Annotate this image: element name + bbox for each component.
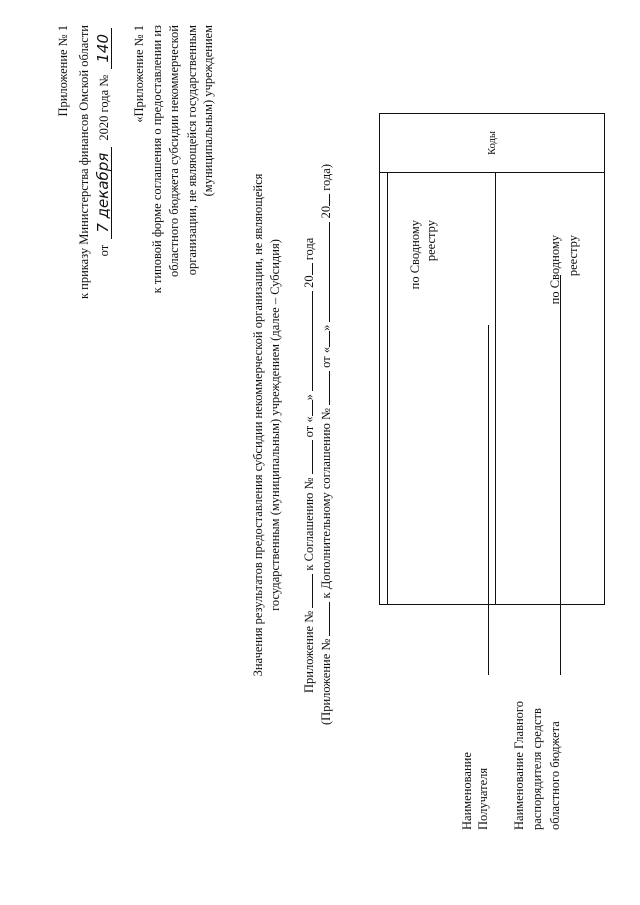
manager-registry-code-cell	[496, 172, 605, 604]
manager-label-line-1: Наименование Главного	[512, 701, 526, 830]
agreement-number-label: к Соглашению №	[302, 477, 316, 571]
blank-field	[301, 574, 313, 608]
header-date-line	[96, 25, 112, 455]
handwritten-date: 7 декабря	[96, 147, 112, 239]
blank-field	[318, 194, 330, 206]
supplementary-agreement-label: к Дополнительному соглашению №	[319, 408, 333, 599]
codes-header: Коды	[380, 114, 605, 173]
date-close-quote: »	[302, 394, 316, 401]
title-line-2: государственным (муниципальным) учреждением (далее – Субсидия)	[268, 239, 282, 611]
agreement-line-1	[301, 238, 316, 693]
blank-field	[318, 602, 330, 636]
agreement-line-2	[318, 164, 333, 725]
blank-field	[301, 291, 313, 391]
recipient-label-line-2: Получателя	[476, 767, 490, 830]
year-prefix: 20	[302, 275, 316, 288]
date-year-number: 2020 года №	[97, 74, 111, 141]
appendix-note-line-5: (муниципальным) учреждением	[201, 25, 215, 197]
manager-registry-line-1: по Сводному	[548, 235, 562, 305]
header-line-1: Приложение № 1	[56, 25, 70, 117]
year-suffix: года	[302, 237, 316, 261]
appendix-note-line-4: организации, не являющейся государственным	[185, 25, 199, 276]
date-open-quote: от «	[319, 346, 333, 368]
manager-label-line-3: областного бюджета	[548, 721, 562, 830]
appendix-note-line-3: областного бюджета субсидии некоммерческой	[167, 25, 181, 277]
supplementary-appendix-label: (Приложение №	[319, 638, 333, 725]
blank-field	[318, 331, 330, 347]
date-close-quote: »	[319, 324, 333, 331]
year-suffix: года)	[319, 164, 333, 191]
blank-field	[318, 371, 330, 405]
blank-field	[301, 400, 313, 416]
agreement-appendix-label: Приложение №	[302, 610, 316, 693]
appendix-note-line-2: к типовой форме соглашения о предоставлении из	[150, 25, 164, 294]
codes-table	[379, 113, 605, 605]
handwritten-order-number: 140	[96, 28, 112, 69]
codes-cell-top	[380, 172, 388, 604]
date-open-quote: от «	[302, 416, 316, 438]
recipient-label-line-1: Наименование	[460, 752, 474, 830]
recipient-registry-line-2: реестру	[424, 220, 438, 262]
manager-registry-line-2: реестру	[566, 235, 580, 277]
title-line-1: Значения результатов предоставления субсидии некоммерческой организации, не являющейся	[251, 173, 265, 677]
blank-field	[318, 222, 330, 322]
appendix-note-line-1: «Приложение № 1	[132, 25, 146, 123]
date-prefix: от	[97, 244, 111, 257]
recipient-registry-code-cell	[388, 172, 496, 604]
blank-field	[301, 263, 313, 275]
recipient-registry-line-1: по Сводному	[408, 220, 422, 290]
year-prefix: 20	[319, 205, 333, 219]
header-line-2: к приказу Министерства финансов Омской области	[77, 25, 91, 300]
manager-label-line-2: распорядителя средств	[530, 708, 544, 830]
blank-field	[301, 440, 313, 474]
